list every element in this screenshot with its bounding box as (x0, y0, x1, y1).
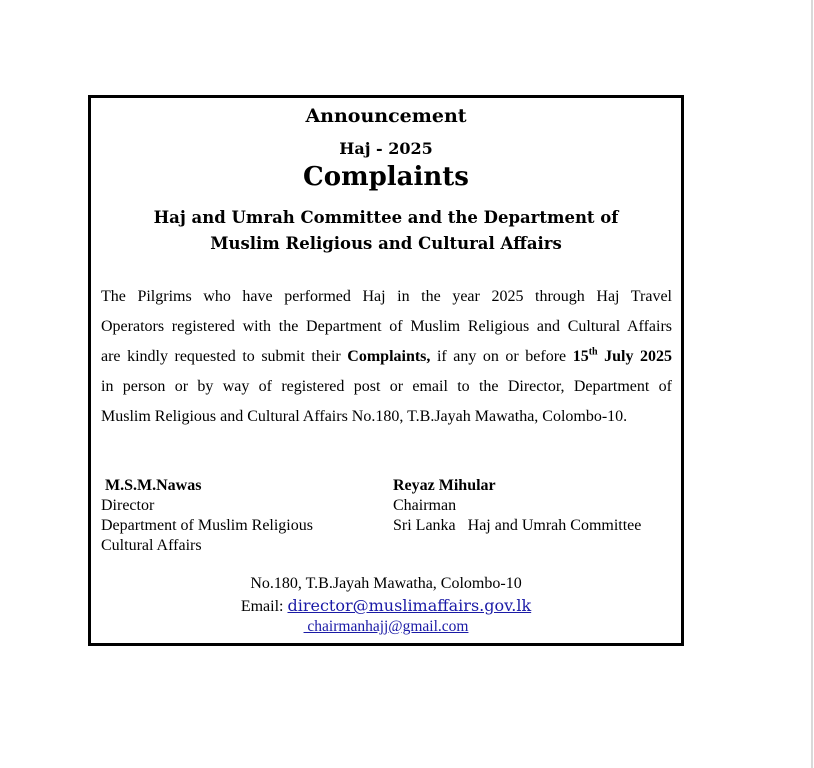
director-title: Director (101, 497, 155, 514)
page-edge-divider (811, 0, 813, 768)
director-email-link[interactable]: director@muslimaffairs.gov.lk (287, 596, 532, 615)
deadline-day: 15 (572, 348, 589, 365)
body-line-3-text-a: are kindly requested to submit their (101, 348, 348, 365)
organization-heading-line1: Haj and Umrah Committee and the Department of (153, 208, 619, 227)
chairman-title: Chairman (393, 497, 457, 514)
signatory-director (101, 476, 313, 556)
body-line-3 (101, 342, 672, 372)
body-line-2: Operators registered with the Department of Muslim Religious and Cultural Affairs (101, 318, 672, 335)
body-line-1: The Pilgrims who have performed Haj in the year 2025 through Haj Travel (101, 288, 672, 305)
deadline-day-suffix: th (588, 346, 598, 358)
haj-year-heading: Haj - 2025 (339, 139, 433, 158)
body-line-5: Muslim Religious and Cultural Affairs No.180, T.B.Jayah Mawatha, Colombo-10. (101, 408, 628, 425)
chairman-email-link[interactable]: chairmanhajj@gmail.com (303, 618, 469, 635)
chairman-org: Sri Lanka Haj and Umrah Committee (393, 517, 642, 534)
complaints-title: Complaints (303, 162, 469, 192)
deadline-date (573, 348, 672, 365)
deadline-month-year: July 2025 (597, 348, 673, 365)
contact-address: No.180, T.B.Jayah Mawatha, Colombo-10 (250, 575, 522, 592)
director-org-line2: Cultural Affairs (101, 537, 202, 554)
announcement-heading: Announcement (305, 105, 467, 127)
announcement-box (88, 95, 684, 646)
body-line-4: in person or by way of registered post or email to the Director, Department of (101, 378, 672, 395)
contact-email-row (91, 596, 681, 616)
email-label: Email: (240, 598, 288, 615)
body-line-3-text-b: if any on or before (430, 348, 573, 365)
chairman-name: Reyaz Mihular (393, 477, 496, 494)
director-name: M.S.M.Nawas (105, 477, 202, 494)
contact-email-secondary-row (91, 618, 681, 636)
announcement-body (101, 282, 672, 432)
director-org-line1: Department of Muslim Religious (101, 517, 313, 534)
signatory-chairman (393, 476, 641, 536)
organization-heading-line2: Muslim Religious and Cultural Affairs (210, 234, 562, 253)
complaints-emphasis: Complaints, (347, 348, 431, 365)
